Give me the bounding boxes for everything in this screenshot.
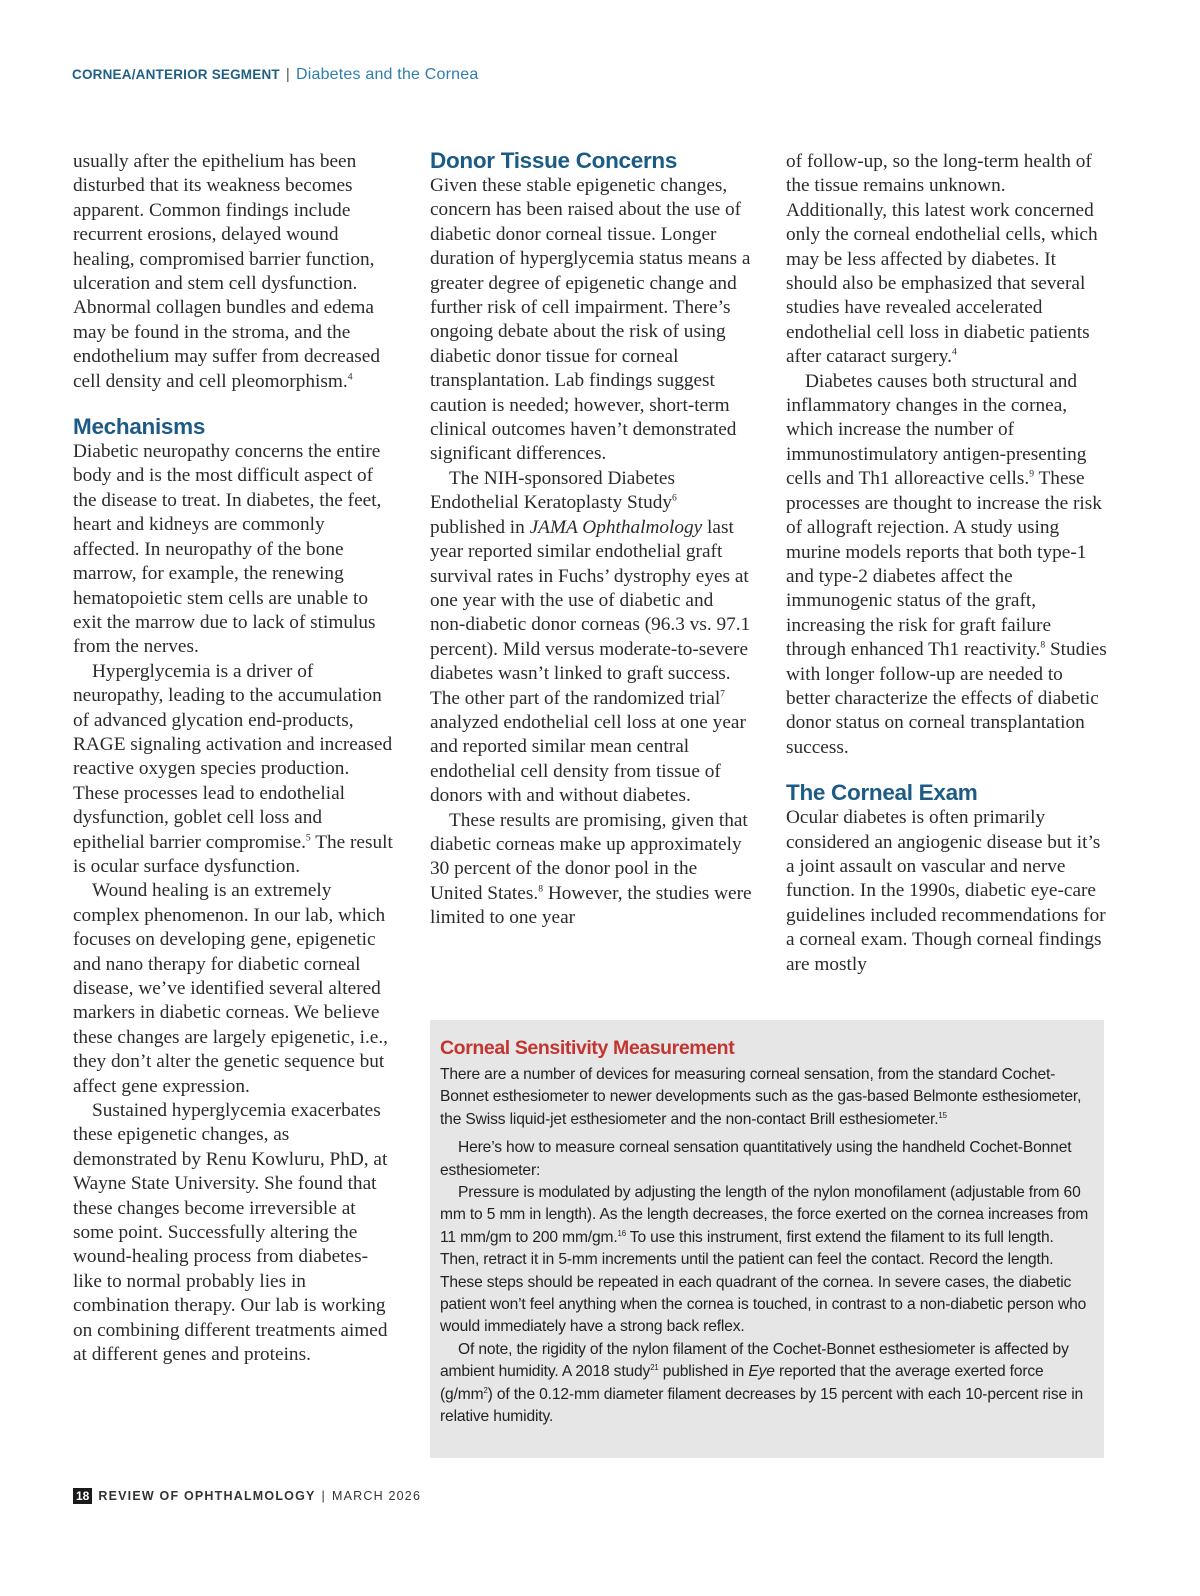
column-2 [430,150,752,931]
body-paragraph: Hyperglycemia is a driver of neuropathy, leading to the accumulation of advanced glycation end-products, RAGE signaling activation and increased reactive oxygen species production. These processes lead to endothelial dysfunction, goblet cell loss and epithelial barrier compromise.$^5$ The result is ocular surface dysfunction. [73,660,393,877]
body-paragraph: Wound healing is an extremely complex phenomenon. In our lab, which focuses on developing gene, epigenetic and nano therapy for diabetic corneal disease, we’ve identified several altered markers in diabetic corneas. We believe these changes are largely epigenetic, i.e., they don’t alter the genetic sequence but affect gene expression. [73,880,388,1097]
body-paragraph: Ocular diabetes is often primarily considered an angiogenic disease but it’s a joint assault on vascular and nerve function. In the 1990s, diabetic eye-care guidelines included recommendations for a corneal exam. Though corneal findings are mostly [786,807,1106,975]
mechanisms-heading: Mechanisms [73,414,206,440]
corneal-exam-heading: The Corneal Exam [786,780,978,806]
reference-marker: 8 [538,883,543,895]
sidebar-paragraph: Of note, the rigidity of the nylon filament of the Cochet-Bonnet esthesiometer is affected by ambient humidity. A 2018 study$^{21}$ published in Eye reported that the average exerted force $(g/mm^2)$ of the 0.12-mm diameter filament decreases by 15 percent with each 10-percent rise in relative humidity. [440,1340,1084,1426]
column-1 [73,150,395,1368]
body-paragraph: Sustained hyperglycemia exacerbates these epigenetic changes, as demonstrated by Renu Kowluru, PhD, at Wayne State University. She found that these changes become irreversible at some point. Successfully altering the wound-healing process from diabetes-like to normal probably lies in combination therapy. Our lab is working on combining different treatments aimed at different genes and proteins. [73,1100,388,1366]
reference-marker: 6 [672,492,677,504]
superscript-exponent: 2 [483,1385,488,1395]
reference-marker: 4 [951,346,957,358]
reference-marker: 4 [347,371,353,383]
page-footer [73,1488,421,1504]
footer-separator: | [321,1489,326,1503]
sidebar-paragraph: There are a number of devices for measuring corneal sensation, from the standard Cochet-Bonnet esthesiometer to newer developments such as the gas-based Belmonte esthesiometer, the Swiss liquid-jet esthesiometer and the non-contact Brill esthesiometer.$^{15}$ [440,1066,1082,1128]
header-separator: | [285,66,290,83]
body-paragraph: of follow-up, so the long-term health of the tissue remains unknown. Additionally, this latest work concerned only the corneal endothelial cells, which may be less affected by diabetes. It should also be emphasized that several studies have revealed accelerated endothelial cell loss in diabetic patients after cataract surgery.$^4$ [786,151,1098,368]
reference-marker: 15 [938,1110,947,1120]
body-paragraph: These results are promising, given that diabetic corneas make up approximately 30 percent of the donor pool in the United States.$^8$ However, the studies were limited to one year [430,809,752,929]
body-paragraph: Diabetes causes both structural and inflammatory changes in the cornea, which increase the number of immunostimulatory antigen-presenting cells and Th1 alloreactive cells.$^9$ These processes are thought to increase the risk of allograft rejection. A study using murine models reports that both type-1 and type-2 diabetes affect the immunogenic status of the graft, increasing the risk for graft failure through enhanced Th1 reactivity.$^8$ Studies with longer follow-up are needed to better characterize the effects of diabetic donor status on corneal transplantation success. [786,370,1107,758]
sidebar-box [430,1020,1104,1458]
column-3 [786,150,1108,977]
issue-date: MARCH 2026 [332,1489,422,1503]
reference-marker: 7 [720,688,725,700]
sidebar-paragraph: Here’s how to measure corneal sensation quantitatively using the handheld Cochet-Bonnet esthesiometer: [440,1139,1072,1179]
magazine-name: REVIEW OF OPHTHALMOLOGY [98,1489,316,1503]
reference-marker: 21 [650,1363,659,1373]
body-paragraph: Diabetic neuropathy concerns the entire body and is the most difficult aspect of the disease to treat. In diabetes, the feet, heart and kidneys are commonly affected. In neuropathy of the bone marrow, for example, the renewing hematopoietic stem cells are unable to exit the marrow due to lack of stimulus from the nerves. [73,441,382,658]
section-label: CORNEA/ANTERIOR SEGMENT [72,67,280,82]
body-paragraph: The NIH-sponsored Diabetes Endothelial Keratoplasty Study$^6$ published in JAMA Ophthalmology last year reported similar endothelial graft survival rates in Fuchs’ dystrophy eyes at one year with the use of diabetic and non-diabetic donor corneas (96.3 vs. 97.1 percent). Mild versus moderate-to-severe diabetes wasn’t linked to graft success. The other part of the randomized trial$^7$ analyzed endothelial cell loss at one year and reported similar mean central endothelial cell density from tissue of donors with and without diabetes. [430,467,751,807]
reference-marker: 9 [1029,468,1035,480]
running-header [72,66,478,84]
intro-paragraph: usually after the epithelium has been disturbed that its weakness becomes apparent. Common findings include recurrent erosions, delayed wound healing, compromised barrier function, ulceration and stem cell dysfunction. Abnormal collagen bundles and edema may be found in the stroma, and the endothelium may suffer from decreased cell density and cell pleomorphism.$^4$ [73,151,380,392]
article-topic: Diabetes and the Cornea [295,66,479,83]
reference-marker: 16 [617,1228,626,1238]
body-paragraph: Given these stable epigenetic changes, concern has been raised about the use of diabetic donor corneal tissue. Longer duration of hyperglycemia status means a greater degree of epigenetic change and further risk of cell impairment. There’s ongoing debate about the risk of using diabetic donor tissue for corneal transplantation. Lab findings suggest caution is needed; however, short-term clinical outcomes haven’t demonstrated significant differences. [430,175,751,465]
reference-marker: 5 [305,832,311,844]
journal-title: JAMA Ophthalmology [529,516,703,538]
reference-marker: 8 [1040,639,1046,651]
sidebar-title: Corneal Sensitivity Measurement [440,1037,735,1059]
donor-tissue-heading: Donor Tissue Concerns [430,148,678,173]
journal-title: Eye [748,1363,775,1381]
sidebar-paragraph: Pressure is modulated by adjusting the length of the nylon monofilament (adjustable from 60 mm to 5 mm in length). As the length decreases, the force exerted on the cornea increases from 11 mm/gm to 200 mm/gm.$^{16}$ To use this instrument, first extend the filament to its full length. Then, retract it in 5-mm increments until the patient can feel the contact. Record the length. These steps should be repeated in each quadrant of the cornea. In severe cases, the diabetic patient won’t feel anything when the cornea is touched, in contrast to a non-diabetic person who would immediately have a strong back reflex. [440,1184,1089,1336]
page-number: 18 [73,1488,92,1504]
